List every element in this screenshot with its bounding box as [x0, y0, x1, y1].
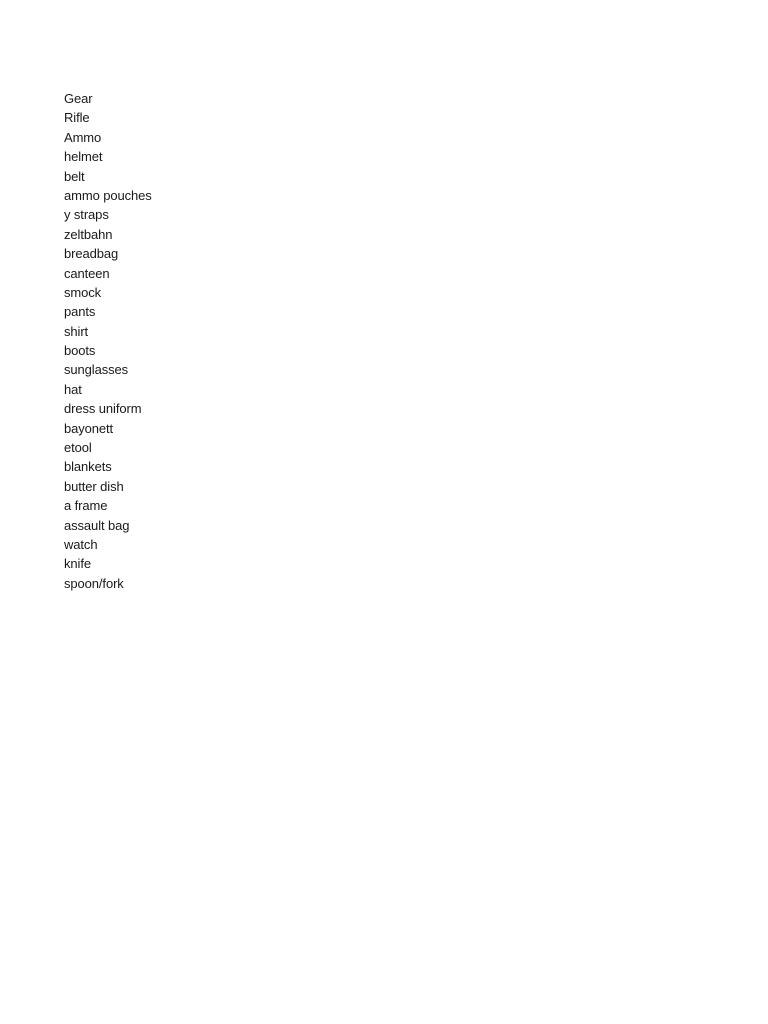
list-item: Ammo: [64, 129, 102, 145]
list-item: breadbag: [64, 246, 119, 262]
list-item: zeltbahn: [64, 226, 113, 242]
list-item: watch: [64, 536, 98, 552]
list-item: knife: [64, 556, 91, 572]
gear-list: [64, 89, 152, 593]
list-item: spoon/fork: [64, 575, 124, 591]
list-item: hat: [64, 381, 82, 397]
list-item: Rifle: [64, 110, 90, 126]
list-item: pants: [64, 304, 96, 320]
list-item: etool: [64, 440, 92, 456]
list-item: a frame: [64, 498, 108, 514]
list-item: boots: [64, 343, 96, 359]
list-item: smock: [64, 284, 102, 300]
list-item: shirt: [64, 323, 89, 339]
list-item: butter dish: [64, 478, 124, 494]
list-item: Gear: [64, 91, 93, 106]
list-item: dress uniform: [64, 401, 142, 417]
list-item: belt: [64, 168, 85, 184]
list-item: ammo pouches: [64, 187, 152, 203]
list-item: helmet: [64, 149, 103, 165]
list-item: y straps: [64, 207, 109, 223]
list-item: bayonett: [64, 420, 114, 436]
list-item: assault bag: [64, 517, 130, 533]
list-item: sunglasses: [64, 362, 129, 378]
list-item: canteen: [64, 265, 110, 281]
list-item: blankets: [64, 459, 112, 475]
